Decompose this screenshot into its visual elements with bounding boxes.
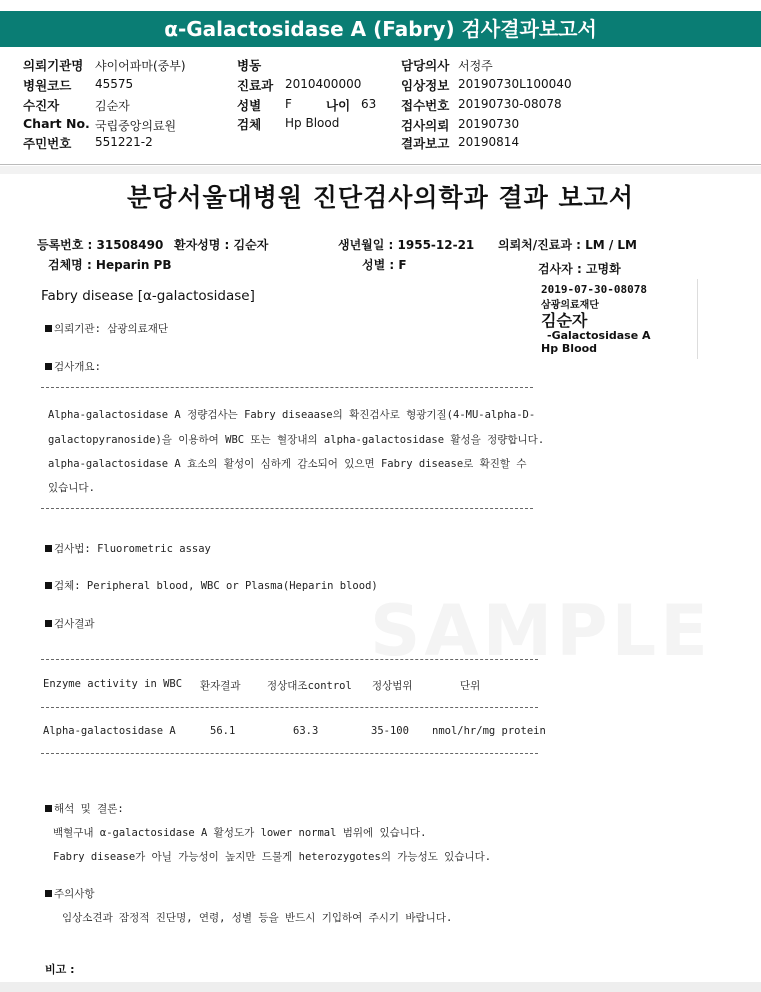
table-bottom-rule	[41, 753, 538, 754]
bullet-square-icon	[45, 805, 52, 812]
bullet-square-icon	[45, 545, 52, 552]
doctor-value: 서정주	[458, 59, 493, 73]
table-cell-control: 63.3	[293, 725, 319, 737]
table-cell-range: 35-100	[371, 725, 409, 737]
result-heading: 검사결과	[45, 616, 95, 631]
table-header-control: 정상대조control	[267, 680, 352, 692]
header-divider	[0, 164, 761, 165]
date-of-birth: 생년월일 : 1955-12-21	[338, 238, 475, 252]
resident-no-label: 주민번호	[23, 136, 72, 151]
age-label: 나이	[326, 98, 351, 113]
receipt-no-value: 20190730-08078	[458, 97, 562, 111]
institution-value: 샤이어파마(중부)	[95, 59, 186, 73]
table-cell-unit: nmol/hr/mg protein	[432, 725, 546, 737]
sample-value: Hp Blood	[285, 116, 340, 130]
test-request-value: 20190730	[458, 117, 520, 131]
ward-label: 병동	[237, 58, 262, 73]
examinee-label: 수진자	[23, 98, 60, 113]
department-label: 진료과	[237, 78, 274, 93]
institution-label: 의뢰기관명	[23, 58, 84, 73]
table-top-rule	[41, 659, 538, 660]
result-report-value: 20190814	[458, 135, 520, 149]
table-header-rule	[41, 707, 538, 708]
sticker-receipt-no: 2019-07-30-08078	[541, 283, 647, 296]
bullet-square-icon	[45, 890, 52, 897]
divider-line	[41, 387, 533, 388]
specimen-label-sticker	[541, 279, 698, 359]
result-report-label: 결과보고	[401, 136, 450, 151]
sticker-sample: Hp Blood	[541, 342, 598, 355]
test-request-label: 검사의뢰	[401, 118, 450, 133]
table-cell-enzyme: Alpha-galactosidase A	[43, 725, 176, 737]
sticker-patient: 김순자	[541, 311, 588, 330]
report-title: 분당서울대병원 진단검사의학과 결과 보고서	[127, 183, 634, 212]
hospital-code-value: 45575	[95, 77, 134, 91]
remarks-label: 비고 :	[45, 963, 75, 976]
report-banner-title: α-Galactosidase A (Fabry) 검사결과보고서	[0, 11, 761, 47]
table-cell-patient: 56.1	[210, 725, 236, 737]
divider-line	[41, 508, 533, 509]
receipt-no-label: 접수번호	[401, 98, 450, 113]
bullet-square-icon	[45, 363, 52, 370]
registration-number: 등록번호 : 31508490	[37, 238, 164, 252]
bullet-square-icon	[45, 620, 52, 627]
patient-name: 환자성명 : 김순자	[174, 238, 269, 252]
interpretation-line-2: Fabry disease가 아닐 가능성이 높지만 드물게 heterozygotes의 가능성도 있습니다.	[53, 851, 492, 863]
examinee-value: 김순자	[95, 99, 130, 113]
clinical-info-label: 임상정보	[401, 78, 450, 93]
age-value: 63	[361, 97, 377, 111]
resident-no-value: 551221-2	[95, 135, 153, 149]
bullet-square-icon	[45, 325, 52, 332]
faint-watermark: SAMPLE	[370, 590, 712, 672]
table-header-enzyme: Enzyme activity in WBC	[43, 678, 183, 690]
hospital-code-label: 병원코드	[23, 78, 72, 93]
sticker-lab: 삼광의료재단	[541, 300, 599, 311]
caution-heading: 주의사항	[45, 886, 95, 901]
specimen-section: 검체: Peripheral blood, WBC or Plasma(Heparin blood)	[45, 578, 378, 593]
patient-sex: 성별 : F	[362, 258, 407, 272]
clinical-info-value: 20190730L100040	[458, 77, 572, 91]
bullet-square-icon	[45, 582, 52, 589]
sex-label: 성별	[237, 98, 262, 113]
sticker-test: -Galactosidase A	[547, 329, 651, 342]
chart-no-label: Chart No.	[23, 116, 90, 131]
doctor-label: 담당의사	[401, 58, 450, 73]
sample-label: 검체	[237, 117, 262, 132]
referrer-department: 의뢰처/진료과 : LM / LM	[498, 238, 638, 252]
interpretation-heading: 해석 및 결론:	[45, 801, 124, 816]
method-section: 검사법: Fluorometric assay	[45, 541, 211, 556]
overview-line-1: Alpha-galactosidase A 정량검사는 Fabry diseaase의 확진검사로 형광기질(4-MU-alpha-D-	[48, 409, 536, 421]
overview-line-2: galactopyranoside)을 이용하여 WBC 또는 혈장내의 alpha-galactosidase 활성을 정량합니다.	[48, 434, 545, 446]
test-name: Fabry disease [α-galactosidase]	[41, 288, 255, 304]
specimen-name: 검체명 : Heparin PB	[48, 258, 172, 272]
department-value: 2010400000	[285, 77, 362, 91]
sex-value: F	[285, 97, 292, 111]
table-header-patient: 환자결과	[200, 680, 241, 692]
institution-section: 의뢰기관: 삼광의료재단	[45, 321, 168, 336]
chart-no-value: 국립중앙의료원	[95, 119, 177, 133]
table-header-unit: 단위	[460, 680, 481, 692]
caution-text: 임상소견과 잠정적 진단명, 연령, 성별 등을 반드시 기입하여 주시기 바랍니다.	[62, 912, 453, 924]
tester-name: 검사자 : 고명화	[538, 262, 621, 276]
overview-line-3: alpha-galactosidase A 효소의 활성이 심하게 감소되어 있으면 Fabry disease로 확진할 수	[48, 458, 527, 470]
bottom-edge	[0, 982, 761, 992]
overview-line-4: 있습니다.	[48, 482, 95, 494]
page-gap	[0, 166, 761, 174]
table-header-range: 정상범위	[372, 680, 413, 692]
overview-heading: 검사개요:	[45, 359, 101, 374]
interpretation-line-1: 백혈구내 α-galactosidase A 활성도가 lower normal 범위에 있습니다.	[53, 827, 427, 839]
